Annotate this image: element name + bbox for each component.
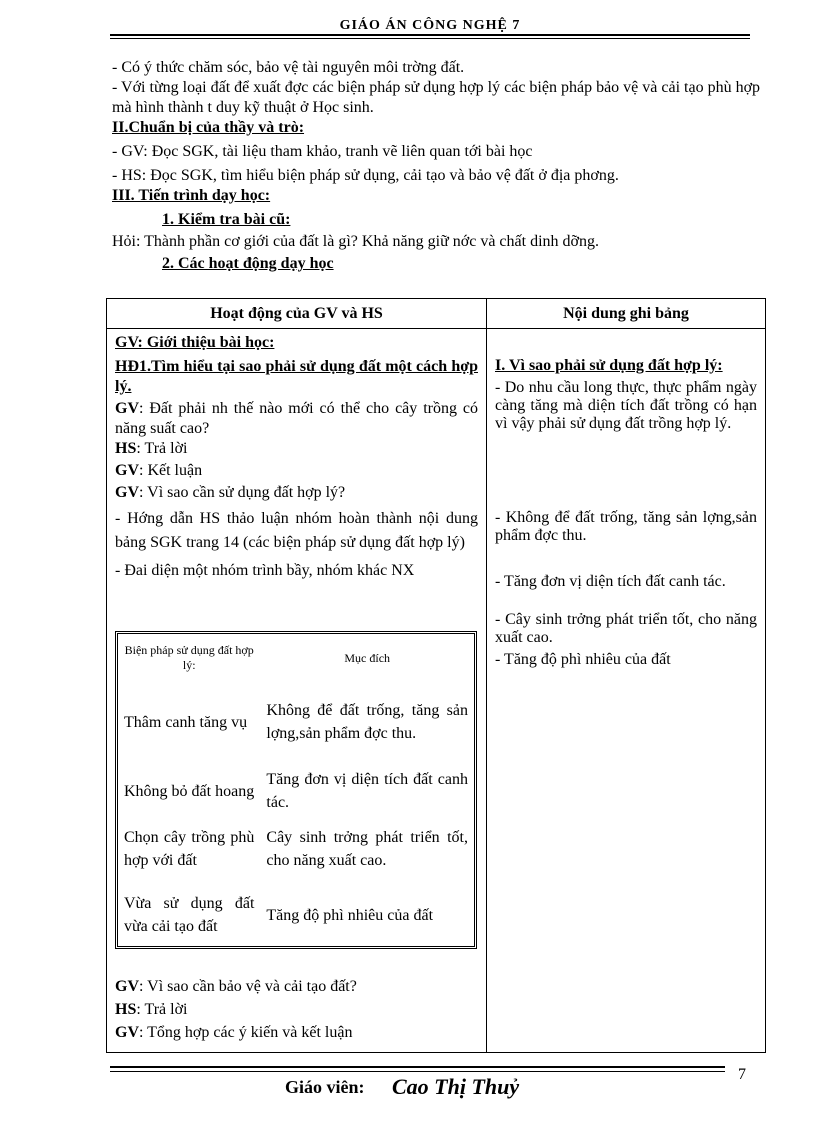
board-note: - Do nhu cầu long thực, thực phẩm ngày càng tăng mà diện tích đất trồng có hạn vì vậy phải sử dụng đất trồng hợp lý. [495, 379, 757, 432]
review-question: Hỏi: Thành phần cơ giới của đất là gì? Khả năng giữ nớc và chất dinh dỡng. [112, 233, 599, 250]
gv-question-line [115, 975, 475, 998]
header-rule [110, 34, 750, 36]
gv-conclusion-line [115, 461, 478, 481]
footer-rule-thin [110, 1071, 725, 1072]
speaker-label: GV [115, 1024, 139, 1041]
board-notes-column [487, 299, 765, 1052]
purpose-cell: Cây sinh trởng phát triển tốt, cho năng xuất cao. [266, 829, 468, 869]
group-report: - Đai diện một nhóm trình bầy, nhóm khác NX [115, 562, 415, 579]
lesson-table [106, 298, 766, 1053]
gv-preparation: - GV: Đọc SGK, tài liệu tham khảo, tranh vẽ liên quan tới bài học [112, 143, 533, 160]
board-note: - Tăng đơn vị diện tích đất canh tác. [495, 573, 726, 590]
method-cell: Vừa sử dụng đất vừa cải tạo đất [124, 895, 255, 935]
hs-answer: : Trả lời [136, 440, 188, 457]
gv-summary-line [115, 1021, 475, 1044]
gv-question: : Đất phải nh thế nào mới có thể cho cây trồng có năng suất cao? [115, 400, 478, 437]
board-note: - Tăng độ phì nhiêu của đất [495, 651, 671, 668]
teacher-label: Giáo viên: [285, 1077, 365, 1097]
gv-question: : Vì sao cần sử dụng đất hợp lý? [139, 484, 346, 501]
gv-question-line [115, 483, 478, 503]
intro-line: - Có ý thức chăm sóc, bảo vệ tài nguyên môi trờng đất. [112, 59, 465, 76]
hs-preparation: - HS: Đọc SGK, tìm hiểu biện pháp sử dụng, cải tạo và bảo vệ đất ở địa phơng. [112, 167, 619, 184]
board-note: - Không để đất trống, tăng sản lợng,sản phẩm đợc thu. [495, 509, 757, 544]
activity1-title: HĐ1.Tìm hiểu tại sao phải sử dụng đất một cách hợp lý. [115, 358, 478, 395]
group-discussion-guide: - Hớng dẫn HS thảo luận nhóm hoàn thành nội dung bảng SGK trang 14 (các biện pháp sử dụng đất hợp lý) [115, 510, 478, 551]
speaker-label: GV [115, 462, 139, 479]
speaker-label: HS [115, 1001, 137, 1018]
hs-answer-line [115, 998, 475, 1021]
section2-heading: II.Chuẩn bị của thầy và trò: [112, 119, 305, 136]
board-section-title: I. Vì sao phải sử dụng đất hợp lý: [495, 357, 723, 374]
closing-activity [115, 975, 475, 1044]
subsection2-heading: 2. Các hoạt động dạy học [162, 255, 334, 272]
table-row [118, 820, 474, 878]
hs-answer-line [115, 439, 478, 459]
table-row [118, 682, 474, 762]
gv-conclusion: : Kết luận [139, 462, 203, 479]
gv-summary: : Tổng hợp các ý kiến và kết luận [139, 1024, 353, 1041]
column-header-activities: Hoạt động của GV và HS [107, 299, 486, 329]
method-cell: Thâm canh tăng vụ [124, 713, 248, 731]
purpose-cell: Không để đất trống, tăng sản lợng,sản phẩm đợc thu. [266, 702, 468, 742]
method-cell: Chọn cây trồng phù hợp với đất [124, 829, 255, 869]
board-note: - Cây sinh trởng phát triển tốt, cho năng xuất cao. [495, 611, 757, 646]
hs-answer: : Trả lời [136, 1001, 188, 1018]
footer-rule [110, 1066, 725, 1068]
speaker-label: GV [115, 978, 139, 995]
speaker-label: GV [115, 484, 139, 501]
soil-use-methods-table [115, 631, 477, 949]
teacher-student-activity-column [107, 299, 487, 1052]
teacher-name: Cao Thị Thuỷ [392, 1074, 520, 1099]
method-cell: Không bỏ đất hoang [124, 782, 255, 800]
speaker-label: GV [115, 400, 139, 417]
table-row [118, 878, 474, 952]
intro-line: - Với từng loại đất để xuất đợc các biện pháp sử dụng hợp lý các biện pháp bảo vệ và cải tạo phù hợp mà hình thành t duy kỹ thuật ở Học sinh. [112, 79, 761, 116]
gv-question: : Vì sao cần bảo vệ và cải tạo đất? [139, 978, 357, 995]
gv-question-line [115, 399, 478, 439]
inner-header-method: Biện pháp sử dụng đất hợp lý: [124, 643, 254, 672]
subsection1-heading: 1. Kiểm tra bài cũ: [162, 211, 291, 228]
column-header-board-notes: Nội dung ghi bảng [487, 299, 765, 329]
section3-heading: III. Tiến trình dạy học: [112, 187, 271, 204]
intro-section [112, 58, 762, 274]
purpose-cell: Tăng độ phì nhiêu của đất [266, 906, 434, 924]
purpose-cell: Tăng đơn vị diện tích đất canh tác. [266, 771, 468, 811]
speaker-label: HS [115, 440, 137, 457]
inner-header-purpose: Mục đích [344, 650, 391, 665]
activity-cell [107, 329, 486, 581]
table-row [118, 762, 474, 820]
document-header-title: GIÁO ÁN CÔNG NGHỆ 7 [339, 18, 521, 33]
page-number: 7 [738, 1066, 746, 1083]
lesson-intro: GV: Giới thiệu bài học: [115, 334, 275, 351]
header-rule-thin [110, 38, 750, 39]
